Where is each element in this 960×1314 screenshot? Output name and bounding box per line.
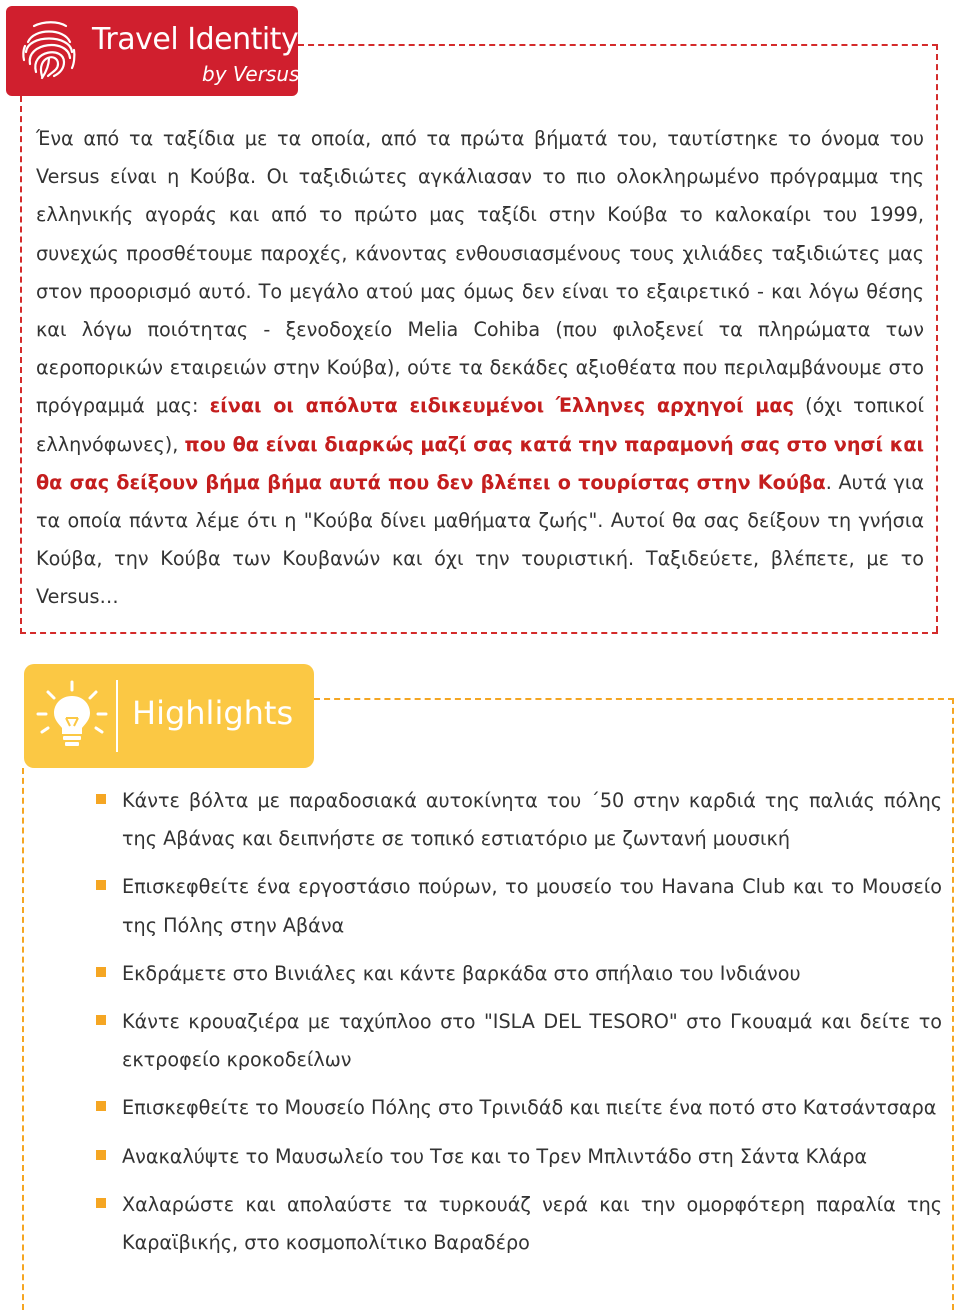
highlights-frame-top bbox=[314, 698, 954, 700]
bullet-icon bbox=[96, 1015, 106, 1025]
highlights-frame-left bbox=[22, 768, 24, 1310]
bullet-icon bbox=[96, 794, 106, 804]
brand-title: Travel Identity bbox=[92, 22, 299, 57]
list-item: Επισκεφθείτε το Μουσείο Πόλης στο Τρινιδάδ και πιείτε ένα ποτό στο Κατσάντσαρα bbox=[96, 1089, 942, 1127]
list-item: Ανακαλύψτε το Μαυσωλείο του Τσε και το Τρεν Μπλιντάδο στη Σάντα Κλάρα bbox=[96, 1138, 942, 1176]
intro-text-3: . Αυτά για τα οποία πάντα λέμε ότι η "Κούβα δίνει μαθήματα ζωής". Αυτοί θα σας δείξουν τη γνήσια Κούβα, την Κούβα των Κουβανών και όχι την τουριστική. Ταξιδεύετε, βλέπετε, με το Versus… bbox=[36, 470, 924, 609]
list-item: Επισκεφθείτε ένα εργοστάσιο πούρων, το μουσείο του Havana Club και το Μουσείο της Πόλης στην Αβάνα bbox=[96, 868, 942, 944]
list-item: Κάντε κρουαζιέρα με ταχύπλοο στο "ISLA DEL TESORO" στο Γκουαμά και δείτε το εκτροφείο κροκοδείλων bbox=[96, 1003, 942, 1079]
intro-bold-1: είναι οι απόλυτα ειδικευμένοι Έλληνες αρχηγοί μας bbox=[209, 394, 794, 418]
highlights-frame-right bbox=[952, 698, 954, 1310]
bullet-icon bbox=[96, 1101, 106, 1111]
list-item: Κάντε βόλτα με παραδοσιακά αυτοκίνητα του ΄50 στην καρδιά της παλιάς πόλης της Αβάνας και δειπνήστε σε τοπικό εστιατόριο με ζωντανή μουσική bbox=[96, 782, 942, 858]
highlights-list bbox=[96, 782, 942, 1272]
intro-paragraph bbox=[36, 120, 924, 617]
intro-text-2: (όχι τοπικοί ελληνόφωνες), bbox=[36, 394, 924, 456]
brand-subtitle: by Versus bbox=[202, 62, 300, 86]
list-item: Εκδράμετε στο Βινιάλες και κάντε βαρκάδα στο σπήλαιο του Ινδιάνου bbox=[96, 955, 942, 993]
bullet-icon bbox=[96, 1198, 106, 1208]
highlights-divider bbox=[116, 680, 118, 752]
frame-top-border bbox=[298, 44, 938, 46]
bullet-icon bbox=[96, 1150, 106, 1160]
bullet-icon bbox=[96, 880, 106, 890]
lightbulb-icon bbox=[34, 678, 110, 754]
bullet-icon bbox=[96, 967, 106, 977]
list-item: Χαλαρώστε και απολαύστε τα τυρκουάζ νερά και την ομορφότερη παραλία της Καραϊβικής, στο κοσμοπολίτικο Βαραδέρο bbox=[96, 1186, 942, 1262]
intro-bold-2: που θα είναι διαρκώς μαζί σας κατά την παραμονή σας στο νησί και θα σας δείξουν βήμα βήμα αυτά που δεν βλέπει ο τουρίστας στην Κούβα bbox=[36, 432, 924, 494]
highlights-badge bbox=[24, 664, 314, 768]
frame-right-border bbox=[936, 44, 938, 632]
intro-text-1: Ένα από τα ταξίδια με τα οποία, από τα πρώτα βήματά του, ταυτίστηκε το όνομα του Versus είναι η Κούβα. Οι ταξιδιώτες αγκάλιασαν το πιο ολοκληρωμένο πρόγραμμα της ελληνικής αγοράς και από το πρώτο μας ταξίδι στην Κούβα το καλοκαίρι του 1999, συνεχώς προσθέτουμε παροχές, κάνοντας ενθουσιασμένους τους χιλιάδες ταξιδιώτες μας στον προορισμό αυτό. Το μεγάλο ατού μας όμως δεν είναι το εξαιρετικό - και λόγω θέσης και λόγω ποιότητας - ξενοδοχείο Melia Cohiba (που φιλοξενεί τα πληρώματα των αεροπορικών εταιρειών στην Κούβα), ούτε τα δεκάδες αξιοθέατα που περιλαμβάνουμε στο πρόγραμμά μας: bbox=[36, 127, 924, 418]
travel-identity-logo bbox=[6, 6, 298, 96]
fingerprint-icon bbox=[18, 20, 80, 82]
frame-left-border bbox=[20, 96, 22, 634]
frame-bottom-border bbox=[20, 632, 938, 634]
highlights-title: Highlights bbox=[132, 694, 294, 732]
